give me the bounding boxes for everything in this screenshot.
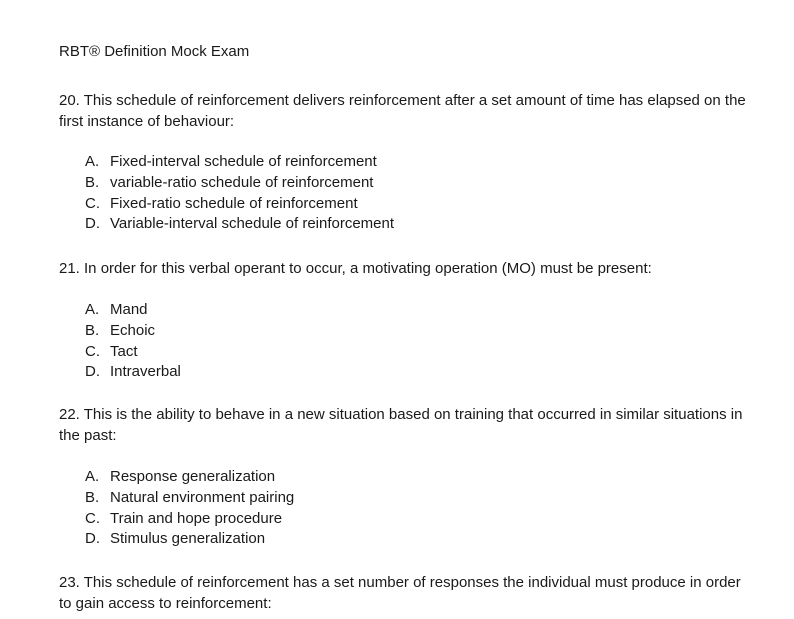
question-22-options <box>85 467 294 550</box>
question-23 <box>59 572 749 614</box>
option-item <box>85 362 181 383</box>
option-text: Stimulus generalization <box>110 530 266 548</box>
option-item <box>85 488 294 509</box>
option-item <box>85 152 394 173</box>
option-letter: A. <box>85 153 100 170</box>
option-item <box>85 321 181 342</box>
option-text: variable-ratio schedule of reinforcement <box>110 173 374 191</box>
option-letter: A. <box>85 301 100 318</box>
option-letter: C. <box>85 194 100 212</box>
option-text: Natural environment pairing <box>110 488 295 506</box>
option-letter: C. <box>85 342 100 360</box>
option-letter: C. <box>85 509 100 527</box>
option-text: Response generalization <box>110 468 276 485</box>
question-text: 22. This is the ability to behave in a new situation based on training that occurred in similar situations in the past: <box>59 406 743 444</box>
question-21-options <box>85 300 181 383</box>
option-text: Train and hope procedure <box>110 509 283 527</box>
option-item <box>85 467 294 488</box>
option-text: Intraverbal <box>110 363 181 381</box>
option-text: Fixed-ratio schedule of reinforcement <box>110 194 358 212</box>
option-letter: D. <box>85 215 100 233</box>
option-item <box>85 214 394 235</box>
option-item <box>85 529 294 550</box>
document-title: RBT® Definition Mock Exam <box>59 43 250 60</box>
option-letter: B. <box>85 321 100 339</box>
option-letter: B. <box>85 173 100 191</box>
option-item <box>85 342 181 363</box>
option-item <box>85 173 394 194</box>
option-item <box>85 509 294 530</box>
question-20 <box>59 90 749 132</box>
option-letter: D. <box>85 363 100 381</box>
option-letter: D. <box>85 530 100 548</box>
question-text: 23. This schedule of reinforcement has a set number of responses the individual must produce in order to gain access to reinforcement: <box>59 574 741 612</box>
question-20-options <box>85 152 394 235</box>
option-text: Fixed-interval schedule of reinforcement <box>110 153 377 170</box>
question-21 <box>59 258 749 279</box>
question-text: 20. This schedule of reinforcement delivers reinforcement after a set amount of time has elapsed on the first instance of behaviour: <box>59 92 746 130</box>
option-item <box>85 300 181 321</box>
option-letter: B. <box>85 488 100 506</box>
option-text: Mand <box>110 301 148 318</box>
question-text: 21. In order for this verbal operant to occur, a motivating operation (MO) must be present: <box>59 260 652 277</box>
option-text: Echoic <box>110 321 156 339</box>
option-text: Tact <box>110 342 138 360</box>
option-letter: A. <box>85 468 100 485</box>
option-item <box>85 194 394 215</box>
question-22 <box>59 404 749 446</box>
option-text: Variable-interval schedule of reinforcement <box>110 215 395 233</box>
